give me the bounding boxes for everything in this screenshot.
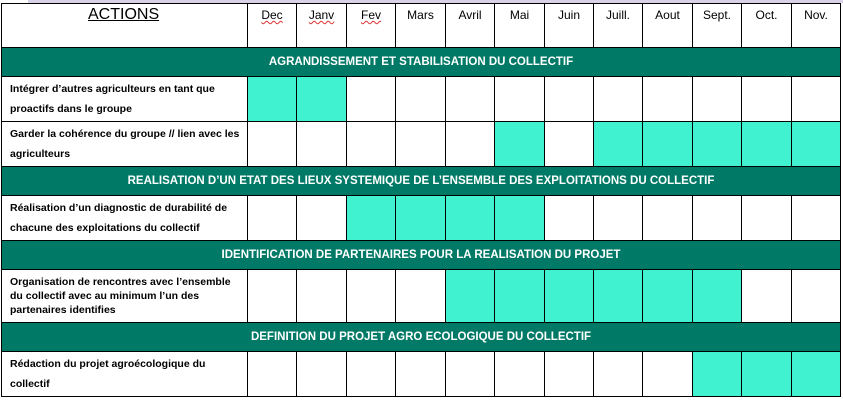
month-label: Fev — [360, 8, 381, 22]
schedule-cell — [446, 352, 495, 397]
schedule-cell — [594, 352, 643, 397]
schedule-cell-active — [446, 270, 495, 323]
section-header-row — [2, 241, 841, 270]
schedule-cell-active — [396, 196, 446, 241]
header-row — [2, 4, 841, 48]
schedule-cell-active — [495, 270, 545, 323]
actions-header — [2, 4, 248, 48]
schedule-cell — [742, 196, 792, 241]
schedule-cell-active — [742, 122, 792, 167]
month-header — [742, 4, 792, 48]
schedule-cell — [396, 270, 446, 323]
month-label: Oct. — [755, 8, 778, 22]
schedule-cell-active — [248, 77, 297, 122]
schedule-cell-active — [297, 77, 347, 122]
schedule-cell — [792, 77, 841, 122]
schedule-cell-active — [792, 122, 841, 167]
schedule-cell — [446, 122, 495, 167]
month-label: Mars — [407, 8, 434, 22]
schedule-cell-active — [693, 352, 742, 397]
month-header — [396, 4, 446, 48]
schedule-cell — [297, 196, 347, 241]
month-header — [495, 4, 545, 48]
schedule-cell-active — [742, 352, 792, 397]
schedule-cell — [792, 196, 841, 241]
schedule-cell — [297, 352, 347, 397]
month-header — [594, 4, 643, 48]
action-label: Organisation de rencontres avec l’ensemble du collectif avec au minimum l’un des partenaires identifies — [2, 270, 248, 323]
schedule-cell — [643, 196, 693, 241]
section-title: REALISATION D’UN ETAT DES LIEUX SYSTEMIQUE DE L’ENSEMBLE DES EXPLOITATIONS DU COLLECTIF — [2, 167, 841, 196]
schedule-cell — [347, 77, 396, 122]
schedule-cell — [297, 122, 347, 167]
action-row — [2, 196, 841, 241]
month-header — [792, 4, 841, 48]
month-label: Juin — [557, 8, 580, 22]
schedule-cell — [396, 122, 446, 167]
schedule-cell — [248, 352, 297, 397]
schedule-cell — [594, 196, 643, 241]
schedule-cell — [545, 122, 594, 167]
section-title: AGRANDISSEMENT ET STABILISATION DU COLLECTIF — [2, 48, 841, 77]
action-label: Garder la cohérence du groupe // lien avec les agriculteurs — [2, 122, 248, 167]
schedule-cell — [495, 352, 545, 397]
schedule-cell — [545, 77, 594, 122]
schedule-cell — [248, 122, 297, 167]
schedule-cell-active — [693, 122, 742, 167]
month-label: Janv — [308, 8, 335, 22]
action-label: Intégrer d’autres agriculteurs en tant que proactifs dans le groupe — [2, 77, 248, 122]
schedule-cell-active — [693, 270, 742, 323]
schedule-cell — [693, 77, 742, 122]
month-header — [693, 4, 742, 48]
action-row — [2, 77, 841, 122]
action-label: Réalisation d’un diagnostic de durabilité de chacune des exploitations du collectif — [2, 196, 248, 241]
schedule-cell-active — [594, 122, 643, 167]
schedule-cell-active — [347, 196, 396, 241]
section-title: IDENTIFICATION DE PARTENAIRES POUR LA REALISATION DU PROJET — [2, 241, 841, 270]
section-header-row — [2, 167, 841, 196]
schedule-cell — [297, 270, 347, 323]
actions-header-label: ACTIONS — [88, 6, 160, 23]
schedule-cell — [248, 196, 297, 241]
month-header — [347, 4, 396, 48]
section-title: DEFINITION DU PROJET AGRO ECOLOGIQUE DU COLLECTIF — [2, 323, 841, 352]
schedule-cell — [347, 352, 396, 397]
schedule-cell — [643, 352, 693, 397]
schedule-cell — [347, 270, 396, 323]
schedule-cell-active — [495, 196, 545, 241]
action-row — [2, 122, 841, 167]
schedule-cell — [545, 196, 594, 241]
month-label: Mai — [509, 8, 530, 22]
section-header-row — [2, 48, 841, 77]
schedule-cell-active — [643, 270, 693, 323]
month-label: Nov. — [804, 8, 828, 22]
month-label: Dec — [261, 8, 283, 22]
action-row — [2, 352, 841, 397]
schedule-cell-active — [545, 270, 594, 323]
schedule-cell — [643, 77, 693, 122]
section-header-row — [2, 323, 841, 352]
month-header — [545, 4, 594, 48]
month-label: Avril — [458, 8, 482, 22]
month-header — [297, 4, 347, 48]
schedule-cell-active — [495, 122, 545, 167]
schedule-cell-active — [792, 352, 841, 397]
schedule-cell-active — [446, 196, 495, 241]
month-header — [248, 4, 297, 48]
schedule-cell — [742, 77, 792, 122]
schedule-cell — [446, 77, 495, 122]
schedule-cell — [742, 270, 792, 323]
schedule-cell-active — [643, 122, 693, 167]
schedule-cell — [693, 196, 742, 241]
schedule-cell — [594, 77, 643, 122]
schedule-cell — [347, 122, 396, 167]
action-label: Rédaction du projet agroécologique du collectif — [2, 352, 248, 397]
schedule-cell — [495, 77, 545, 122]
schedule-cell — [792, 270, 841, 323]
schedule-cell — [396, 77, 446, 122]
action-row — [2, 270, 841, 323]
month-label: Juill. — [605, 8, 630, 22]
action-schedule-table — [1, 3, 841, 397]
month-label: Aout — [655, 8, 680, 22]
month-header — [643, 4, 693, 48]
schedule-cell — [248, 270, 297, 323]
month-header — [446, 4, 495, 48]
schedule-cell — [396, 352, 446, 397]
schedule-cell — [545, 352, 594, 397]
month-label: Sept. — [702, 8, 732, 22]
schedule-cell-active — [594, 270, 643, 323]
